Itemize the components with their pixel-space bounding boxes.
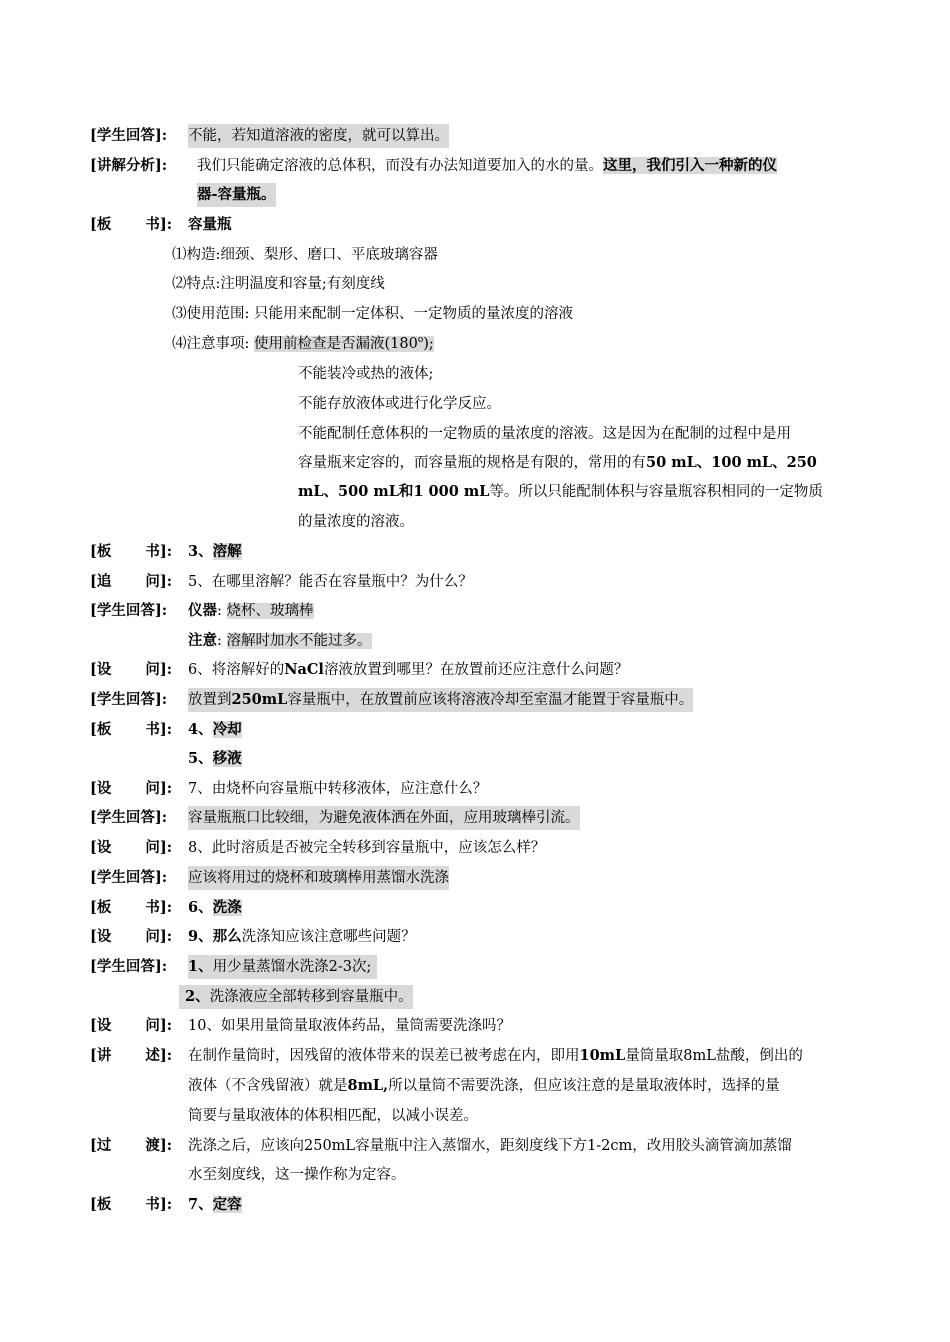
line-note (0, 629, 950, 653)
precaution-4c-b: 等。所以只能配制体积与容量瓶容积相同的一定物质 (489, 484, 823, 500)
explain-text-b: 这里，我们引入一种新的仪 (603, 157, 777, 174)
line-question-6 (0, 658, 950, 682)
line-usage-range (0, 302, 950, 326)
answer-text (188, 955, 377, 979)
label-board-right: 书]: (145, 721, 173, 738)
label-board-left: [板 (90, 1196, 112, 1213)
board-title: 移液 (212, 750, 242, 767)
precautions-text (172, 332, 434, 356)
label-student-answer: [学生回答]: (90, 691, 168, 708)
label-board-right: 书]: (145, 543, 173, 560)
features-text: ⑵特点:注明温度和容量;有刻度线 (172, 276, 385, 292)
precaution-4b-text (298, 451, 817, 475)
label-board-left: [板 (90, 543, 112, 560)
question-text: 10、如果用量筒量取液体药品，量筒需要洗涤吗？ (188, 1018, 511, 1034)
label-set-right: 问]: (145, 839, 173, 856)
label-set-right: 问]: (145, 780, 173, 797)
label-lecture (90, 1044, 172, 1068)
explain-text (197, 154, 777, 178)
precautions-item-a: 使用前检查是否漏液(180 (254, 336, 418, 352)
line-transition (0, 1134, 950, 1158)
transition-text (188, 1134, 792, 1158)
q6-c: 溶液放置到哪里？在放置前还应注意什么问题？ (323, 662, 629, 678)
answer-text (188, 688, 693, 712)
board-text (188, 1193, 242, 1217)
precaution-4-text: 不能配制任意体积的一定物质的量浓度的溶液。这是因为在配制的过程中是用 (298, 426, 791, 442)
answer-key: 仪器 (188, 602, 217, 619)
line-student-answer-5 (0, 866, 950, 890)
note-value: 溶解时加水不能过多。 (226, 633, 372, 649)
tr-e: ，改用胶头滴管滴加蒸馏 (632, 1138, 792, 1154)
label-explain-analysis: [讲解分析]: (90, 157, 168, 174)
answer-text (188, 599, 314, 623)
q9-a: 9、那么 (188, 928, 242, 945)
label-board-left: [板 (90, 721, 112, 738)
label-set-question (90, 658, 172, 682)
label-board (90, 896, 172, 920)
label-set-left: [设 (90, 780, 112, 797)
lec-d: 8mL (683, 1048, 716, 1064)
answer-text: 不能，若知道溶液的密度，就可以算出。 (188, 124, 449, 148)
board-text (188, 718, 242, 742)
label-set-question (90, 836, 172, 860)
line-board-wash (0, 896, 950, 920)
label-lecture-left: [讲 (90, 1047, 112, 1064)
board-num: 3、 (188, 543, 213, 560)
a9-num2: 2、 (185, 988, 210, 1005)
question-text (188, 925, 416, 949)
usage-range-text: ⑶使用范围: 只能用来配制一定体积、一定物质的量浓度的溶液 (172, 306, 573, 322)
label-transition-left: [过 (90, 1137, 112, 1154)
line-transition-2 (0, 1163, 950, 1187)
line-precaution-3 (0, 392, 950, 416)
precautions-label: ⑷注意事项: (172, 336, 254, 352)
explain-text-a: 我们只能确定溶液的总体积，而没有办法知道要加入的水的量。 (197, 158, 603, 174)
transition-text: 水至刻度线，这一操作称为定容。 (188, 1167, 406, 1183)
board-text: 容量瓶 (188, 216, 232, 233)
a9-d: 次; (351, 959, 372, 975)
line-question-9 (0, 925, 950, 949)
label-board-right: 书]: (145, 1196, 173, 1213)
precautions-item-c: ); (423, 336, 434, 352)
label-lecture-right: 述]: (145, 1047, 173, 1064)
line-precaution-2 (0, 362, 950, 386)
precaution-2-text: 不能装冷或热的液体; (298, 366, 434, 382)
lecture-text (188, 1044, 803, 1068)
line-student-answer-3 (0, 688, 950, 712)
label-set-left: [设 (90, 839, 112, 856)
note-colon: : (217, 633, 227, 649)
a6-a: 放置到 (188, 692, 232, 708)
label-set-right: 问]: (145, 661, 173, 678)
precaution-3-text: 不能存放液体或进行化学反应。 (298, 396, 501, 412)
line-board-transfer (0, 747, 950, 771)
line-lecture-2 (0, 1074, 950, 1098)
precaution-4b-a: 容量瓶来定容的，而容量瓶的规格是有限的，常用的有 (298, 455, 646, 471)
line-precaution-4b (0, 451, 950, 475)
note-key: 注意 (188, 632, 217, 649)
board-text (188, 540, 242, 564)
answer-value: 烧杯、玻璃棒 (226, 603, 314, 619)
precaution-4c-a: mL、500 mL和1 000 mL (298, 483, 490, 500)
label-set-right: 问]: (145, 1017, 173, 1034)
lec-a: 在制作量筒时，因残留的液体带来的误差已被考虑在内，即用 (188, 1048, 580, 1064)
line-student-answer-6 (0, 955, 950, 979)
lec-c: 量筒量取 (625, 1048, 684, 1064)
q9-b: 洗涤知应该注意哪些问题？ (241, 929, 416, 945)
label-follow-right: 问]: (145, 573, 173, 590)
answer-colon: : (217, 603, 227, 619)
label-board-left: [板 (90, 216, 112, 233)
board-text (188, 747, 242, 771)
tr-d: 1-2cm (587, 1138, 633, 1154)
label-board-right: 书]: (145, 899, 173, 916)
label-board-left: [板 (90, 899, 112, 916)
structure-text: ⑴构造:细颈、梨形、磨口、平底玻璃容器 (172, 247, 438, 263)
board-num: 7、 (188, 1196, 213, 1213)
q6-b: NaCl (284, 661, 324, 678)
q6-a: 6、将溶解好的 (188, 662, 285, 678)
line-features (0, 272, 950, 296)
label-set-right: 问]: (145, 928, 173, 945)
a9-e: 洗涤液应全部转移到容量瓶中。 (209, 989, 413, 1005)
board-title: 冷却 (212, 721, 242, 738)
line-explain-cont (0, 183, 950, 207)
line-question-10 (0, 1014, 950, 1038)
label-student-answer: [学生回答]: (90, 958, 168, 975)
lec-b: 10mL (579, 1047, 626, 1064)
answer-text: 容量瓶瓶口比较细，为避免液体洒在外面，应用玻璃棒引流。 (188, 806, 580, 830)
line-explain-analysis (0, 154, 950, 178)
label-set-left: [设 (90, 661, 112, 678)
a6-b: 250mL (231, 691, 288, 708)
label-follow-left: [追 (90, 573, 112, 590)
board-num: 4、 (188, 721, 213, 738)
line-board-volume (0, 1193, 950, 1217)
a9-c: 2-3 (328, 959, 352, 975)
label-set-left: [设 (90, 1017, 112, 1034)
line-structure (0, 243, 950, 267)
line-lecture-3 (0, 1104, 950, 1128)
board-text (188, 896, 242, 920)
label-board (90, 718, 172, 742)
line-precautions (0, 332, 950, 356)
board-num: 6、 (188, 899, 213, 916)
label-set-left: [设 (90, 928, 112, 945)
degree-sup: o (417, 335, 424, 346)
label-board (90, 213, 172, 237)
board-title: 洗涤 (212, 899, 242, 916)
label-follow-up (90, 570, 172, 594)
label-board (90, 540, 172, 564)
label-student-answer: [学生回答]: (90, 127, 168, 144)
lec-e: 盐酸，倒出的 (715, 1048, 803, 1064)
line-precaution-4 (0, 422, 950, 446)
lecture-text: 筒要与量取液体的体积相匹配，以减小误差。 (188, 1108, 478, 1124)
lec2-c: 所以量筒不需要洗涤，但应该注意的是量取液体时，选择的量 (388, 1078, 780, 1094)
label-set-question (90, 925, 172, 949)
line-board-volumetric-flask (0, 213, 950, 237)
board-num: 5、 (188, 750, 213, 767)
line-question-7 (0, 777, 950, 801)
board-title: 定容 (212, 1196, 242, 1213)
a6-c: 容量瓶中，在放置前应该将溶液冷却至室温才能置于容量瓶中。 (287, 692, 694, 708)
precautions-item (254, 336, 434, 352)
a9-num: 1、 (188, 958, 213, 975)
precaution-4b-b: 50 mL、100 mL、250 (646, 454, 817, 471)
lecture-text (188, 1074, 780, 1098)
label-board-right: 书]: (145, 216, 173, 233)
label-set-question (90, 777, 172, 801)
line-follow-up (0, 570, 950, 594)
line-board-cool (0, 718, 950, 742)
label-student-answer: [学生回答]: (90, 869, 168, 886)
tr-c: 容量瓶中注入蒸馏水，距刻度线下方 (355, 1138, 588, 1154)
label-transition (90, 1134, 172, 1158)
label-student-answer: [学生回答]: (90, 602, 168, 619)
question-text: 8、此时溶质是否被完全转移到容量瓶中，应该怎么样？ (188, 840, 546, 856)
precaution-4d-text: 的量浓度的溶液。 (298, 514, 414, 530)
lec2-a: 液体（不含残留液）就是 (188, 1078, 348, 1094)
line-lecture (0, 1044, 950, 1068)
tr-a: 洗涤之后，应该向 (188, 1138, 304, 1154)
board-title: 溶解 (212, 543, 242, 560)
answer-text (179, 985, 413, 1009)
label-student-answer: [学生回答]: (90, 809, 168, 826)
line-student-answer-4 (0, 806, 950, 830)
note-text (188, 629, 372, 653)
line-precaution-4d (0, 510, 950, 534)
tr-b: 250mL (304, 1138, 356, 1154)
question-text: 5、在哪里溶解？能否在容量瓶中？为什么？ (188, 574, 473, 590)
line-board-dissolve (0, 540, 950, 564)
line-answer-6b (0, 985, 950, 1009)
lec2-b: 8mL, (347, 1077, 389, 1094)
line-question-8 (0, 836, 950, 860)
line-student-answer-1 (0, 124, 950, 148)
question-text (188, 658, 628, 682)
precaution-4c-text (298, 480, 823, 504)
line-precaution-4c (0, 480, 950, 504)
label-set-question (90, 1014, 172, 1038)
question-text: 7、由烧杯向容量瓶中转移液体，应注意什么？ (188, 781, 488, 797)
explain-text-cont: 器-容量瓶。 (197, 183, 276, 207)
label-transition-right: 渡]: (145, 1137, 173, 1154)
a9-b: 用少量蒸馏水洗涤 (212, 959, 329, 975)
answer-text: 应该将用过的烧杯和玻璃棒用蒸馏水洗涤 (188, 866, 449, 890)
line-student-answer-2 (0, 599, 950, 623)
label-board (90, 1193, 172, 1217)
